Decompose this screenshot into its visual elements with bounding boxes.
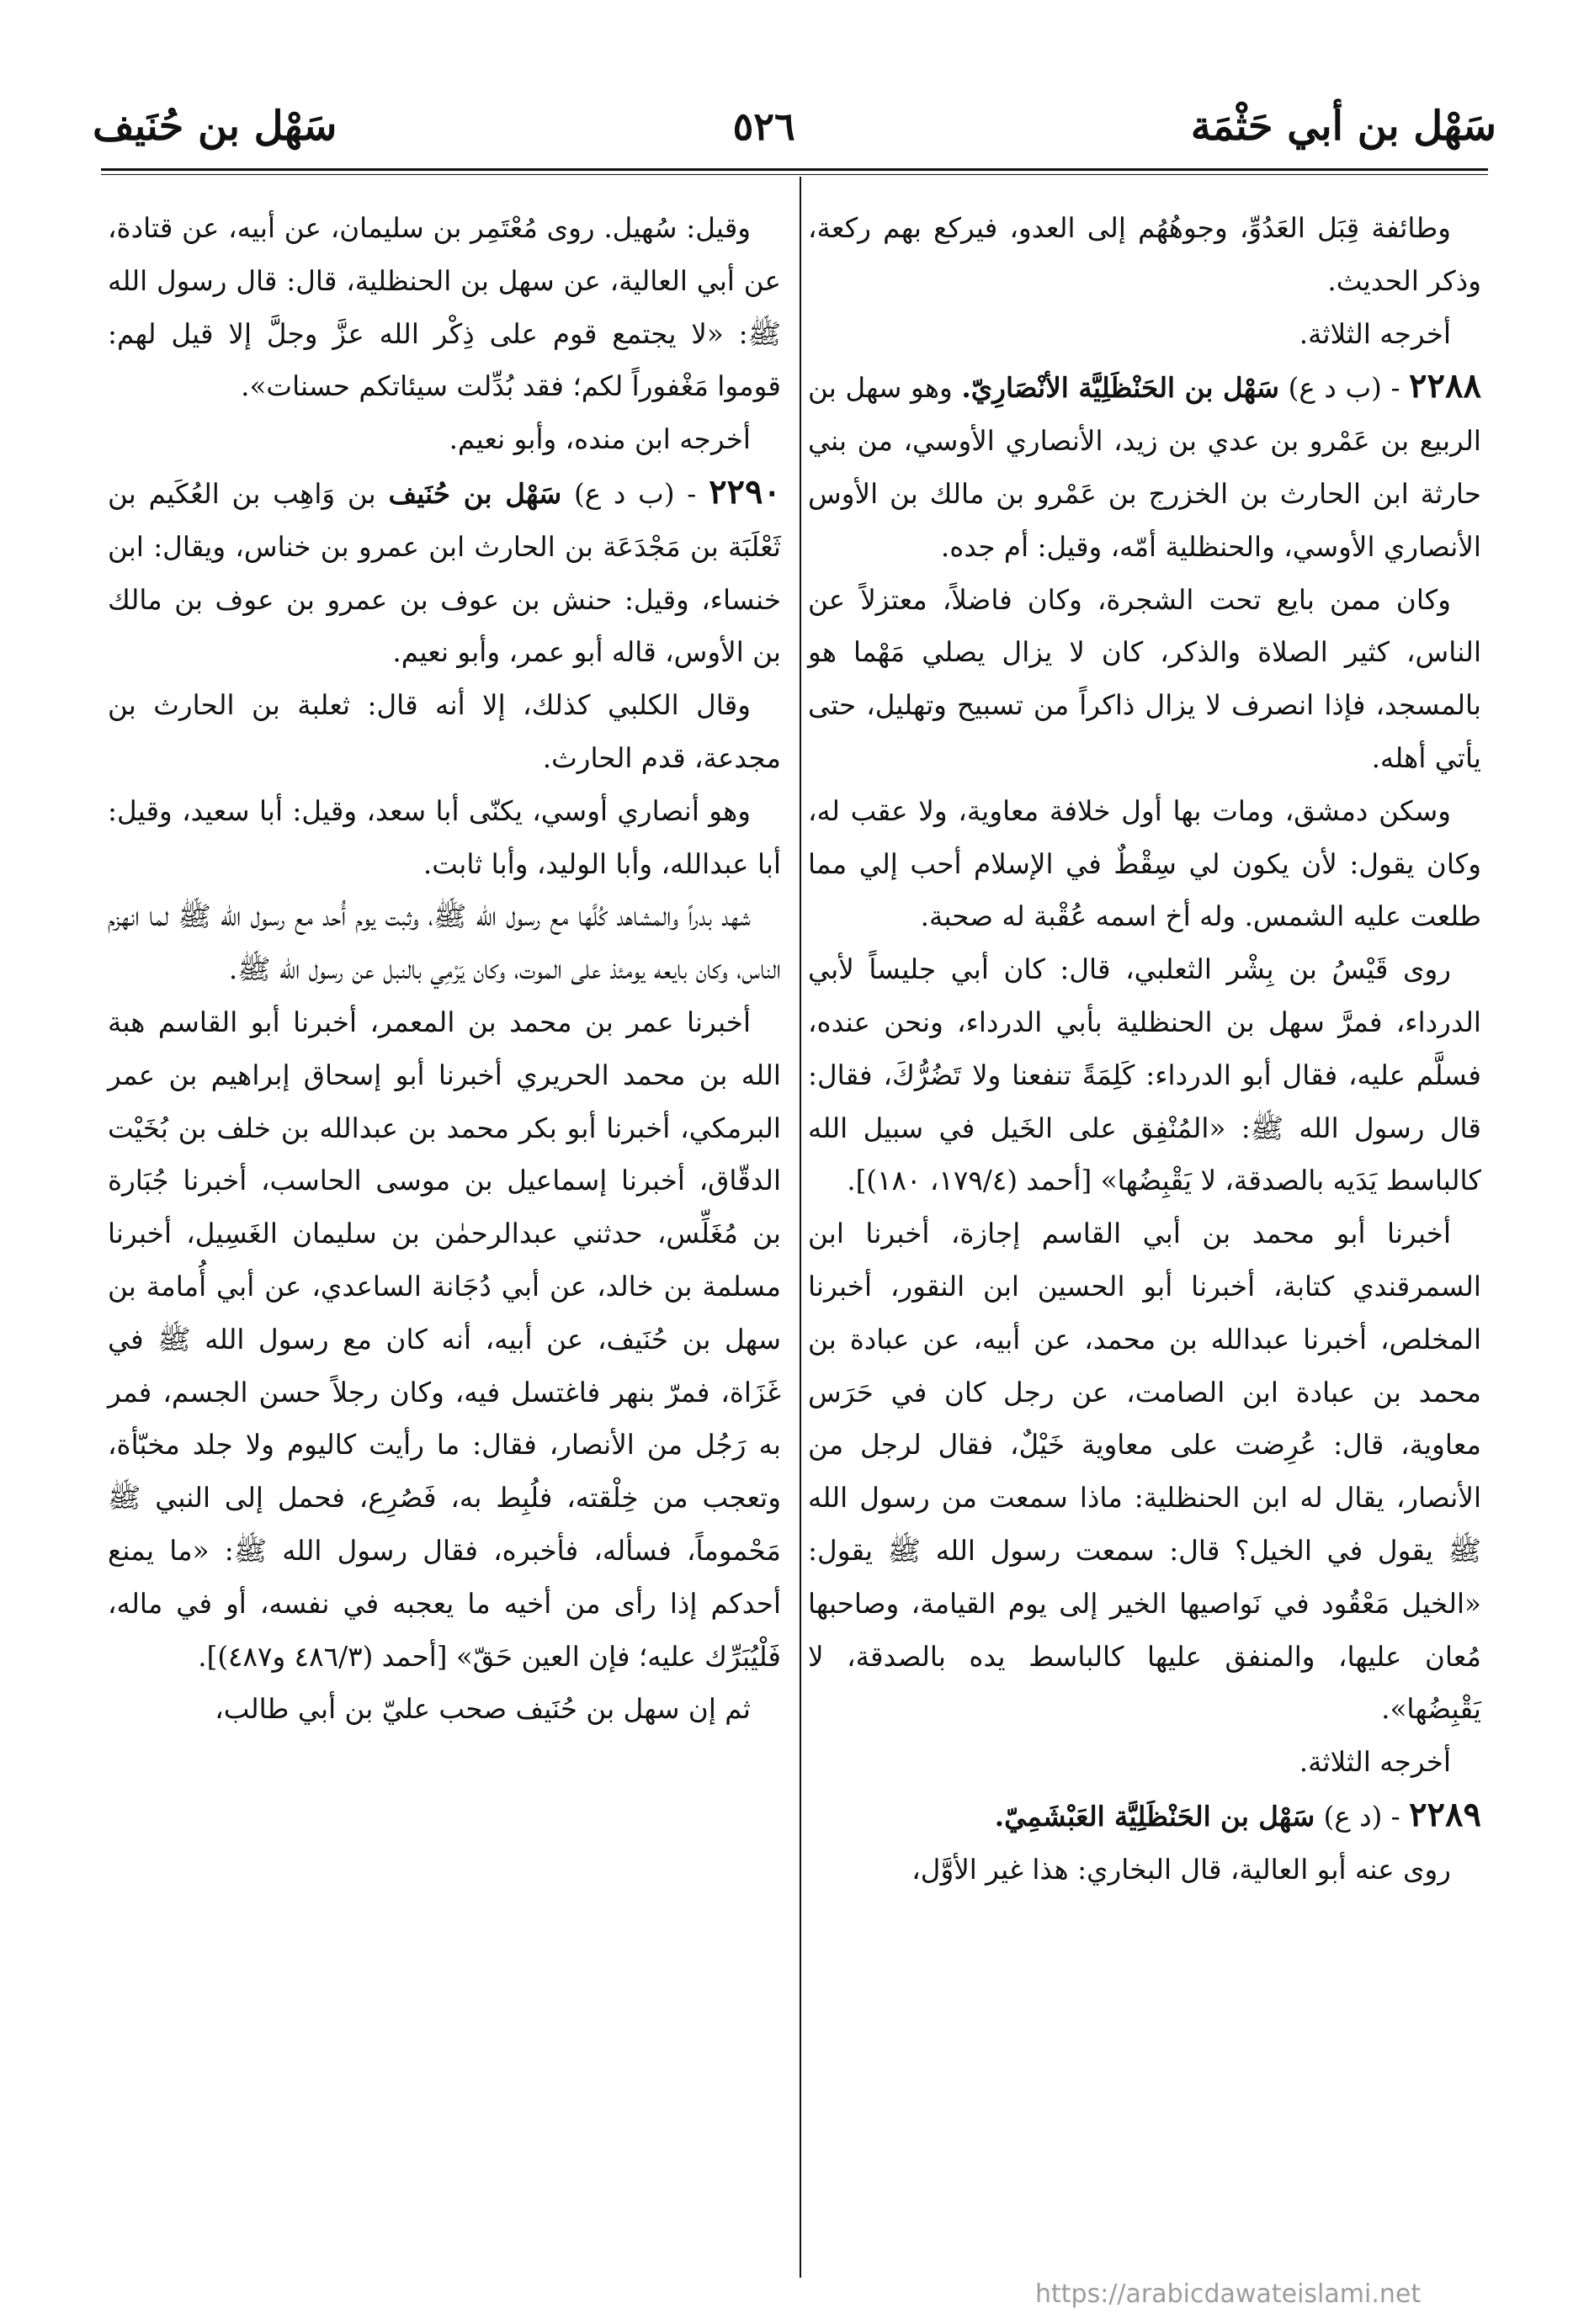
left-column — [108, 202, 781, 1736]
paragraph: وهو أنصاري أوسي، يكنّى أبا سعد، وقيل: أبا سعيد، وقيل: أبا عبدالله، وأبا الوليد، وأبا ثابت. — [108, 794, 781, 880]
paragraph: وقيل: سُهيل. روى مُعْتَمِر بن سليمان، عن أبيه، عن قتادة، عن أبي العالية، عن سهل بن الحنظلية، قال: قال رسول الله ﷺ: «لا يجتمع قوم على ذِكْر الله عزَّ وجلَّ إلا قيل لهم: قوموا مَغْفوراً لكم؛ فقد بُدِّلت سيئاتكم حسنات». — [108, 212, 781, 403]
paragraph: أخرجه الثلاثة. — [1299, 1746, 1451, 1779]
paragraph: وقال الكلبي كذلك، إلا أنه قال: ثعلبة بن الحارث بن مجدعة، قدم الحارث. — [108, 689, 781, 774]
paragraph: وكان ممن بايع تحت الشجرة، وكان فاضلاً، معتزلاً عن الناس، كثير الصلاة والذكر، كان لا يزال يصلي مَهْما هو بالمسجد، فإذا انصرف لا يزال ذاكراً من تسبيح وتهليل، حتى يأتي أهله. — [808, 583, 1481, 774]
paragraph: أخرجه الثلاثة. — [1299, 317, 1451, 350]
entry-name: سَهْل بن الحَنْظَلِيَّة الأنْصَارِيّ. — [961, 371, 1280, 405]
column-divider — [800, 177, 801, 2278]
paragraph: ثم إن سهل بن حُنَيف صحب عليّ بن أبي طالب، — [215, 1693, 751, 1726]
paragraph: أخبرنا أبو محمد بن أبي القاسم إجازة، أخبرنا ابن السمرقندي كتابة، أخبرنا أبو الحسين ابن النقور، أخبرنا المخلص، أخبرنا عبدالله بن محمد، عن أبيه، عن عبادة بن محمد بن عبادة ابن الصامت، عن رجل كان في حَرَس معاوية، قال: عُرِضت على معاوية خَيْلٌ، فقال لرجل من الأنصار، يقال له ابن الحنظلية: ماذا سمعت من رسول الله ﷺ يقول في الخيل؟ قال: سمعت رسول الله ﷺ يقول: «الخيل مَعْقُود في نَواصيها الخير إلى يوم القيامة، وصاحبها مُعان عليها، والمنفق عليها كالباسط يده بالصدقة، لا يَقْبِضُها». — [808, 1218, 1481, 1726]
biography-entry — [808, 360, 1481, 573]
biography-entry — [808, 1789, 1481, 1844]
entry-text: بن وَاهِب بن العُكَيم بن ثَعْلَبَة بن مَجْدَعَة بن الحارث ابن عمرو بن خناس، ويقال: ابن خنساء، وقيل: حنش بن عوف بن عمرو بن عوف بن مالك بن الأوس، قاله أبو عمر، وأبو نعيم. — [108, 477, 781, 669]
entry-name: سَهْل بن الحَنْظَلِيَّة العَبْشَمِيّ. — [994, 1799, 1315, 1833]
entry-name: سَهْل بن حُنَيف — [388, 476, 562, 510]
paragraph: روى عنه أبو العالية، قال البخاري: هذا غير الأوَّل، — [911, 1853, 1451, 1886]
entry-source-code: - (د ع) — [1323, 1800, 1400, 1833]
running-title-right: سَهْل بن أبي حَثْمَة — [1190, 103, 1496, 150]
page-header — [93, 97, 1496, 156]
paragraph: وسكن دمشق، ومات بها أول خلافة معاوية، ولا عقب له، وكان يقول: لأن يكون لي سِقْطٌ في الإسلام أحب إلي مما طلعت عليه الشمس. وله أخ اسمه عُقْبة له صحبة. — [808, 794, 1481, 933]
entry-text: وهو سهل بن الربيع بن عَمْرو بن عدي بن زيد، الأنصاري الأوسي، من بني حارثة ابن الحارث بن الخزرج بن عَمْرو بن مالك بن الأوس الأنصاري الأوسي، والحنظلية أمّه، وقيل: أم جده. — [808, 372, 1481, 563]
paragraph: روى قَيْسُ بن بِشْر الثعلبي، قال: كان أبي جليساً لأبي الدرداء، فمرَّ سهل بن الحنظلية بأبي الدرداء، ونحن عنده، فسلَّم عليه، فقال أبو الدرداء: كَلِمَةً تنفعنا ولا تَضُرُّكَ، فقال: قال رسول الله ﷺ: «المُنْفِق على الخَيل في سبيل الله كالباسط يَدَيه بالصدقة، لا يَقْبِضُها» [أحمد (١٧٩/٤، ١٨٠)]. — [808, 953, 1481, 1197]
entry-source-code: - (ب د ع) — [574, 477, 697, 510]
entry-number: ٢٢٨٨ — [1409, 366, 1481, 406]
page-number: ٥٢٦ — [732, 103, 795, 149]
entry-number: ٢٢٩٠ — [709, 471, 781, 512]
paragraph: أخرجه ابن منده، وأبو نعيم. — [449, 423, 751, 456]
header-rule-thin — [101, 174, 1488, 175]
biography-entry — [108, 466, 781, 679]
watermark-url: https://arabicdawateislami.net — [1035, 2279, 1422, 2309]
running-title-left: سَهْل بن حُنَيف — [93, 103, 337, 150]
header-rule — [101, 168, 1488, 171]
paragraph: وطائفة قِبَل العَدُوِّ، وجوهُهُم إلى العدو، فيركع بهم ركعة، وذكر الحديث. — [808, 212, 1481, 297]
right-column — [808, 202, 1481, 1897]
entry-number: ٢٢٨٩ — [1409, 1794, 1481, 1834]
entry-source-code: - (ب د ع) — [1288, 372, 1400, 405]
paragraph: شهد بدراً والمشاهد كُلَّها مع رسول الله ﷺ، وثبت يوم أُحد مع رسول الله ﷺ لما انهزم الناس، وكان بايعه يومئذ على الموت، وكان يَرْمِي بالنبل عن رسول الله ﷺ. — [108, 900, 781, 986]
paragraph: أخبرنا عمر بن محمد بن المعمر، أخبرنا أبو القاسم هبة الله بن محمد الحريري أخبرنا أبو إسحاق إبراهيم بن عمر البرمكي، أخبرنا أبو بكر محمد بن عبدالله بن خلف بن بُخَيْت الدقّاق، أخبرنا إسماعيل بن موسى الحاسب، أخبرنا جُبَارة بن مُغَلِّس، حدثني عبدالرحمٰن بن سليمان الغَسِيل، أخبرنا مسلمة بن خالد، عن أبي دُجَانة الساعدي، عن أبي أُمامة بن سهل بن حُنَيف، عن أبيه، أنه كان مع رسول الله ﷺ في غَزَاة، فمرّ بنهر فاغتسل فيه، وكان رجلاً حسن الجسم، فمر به رَجُل من الأنصار، فقال: ما رأيت كاليوم ولا جلد مخبّأة، وتعجب من خِلْقته، فلُبِط به، فَصُرِع، فحمل إلى النبي ﷺ مَحْموماً، فسأله، فأخبره، فقال رسول الله ﷺ: «ما يمنع أحدكم إذا رأى من أخيه ما يعجبه في نفسه، أو في ماله، فَلْيُبَرِّك عليه؛ فإن العين حَقّ» [أحمد (٤٨٦/٣ و٤٨٧)]. — [108, 1005, 781, 1673]
